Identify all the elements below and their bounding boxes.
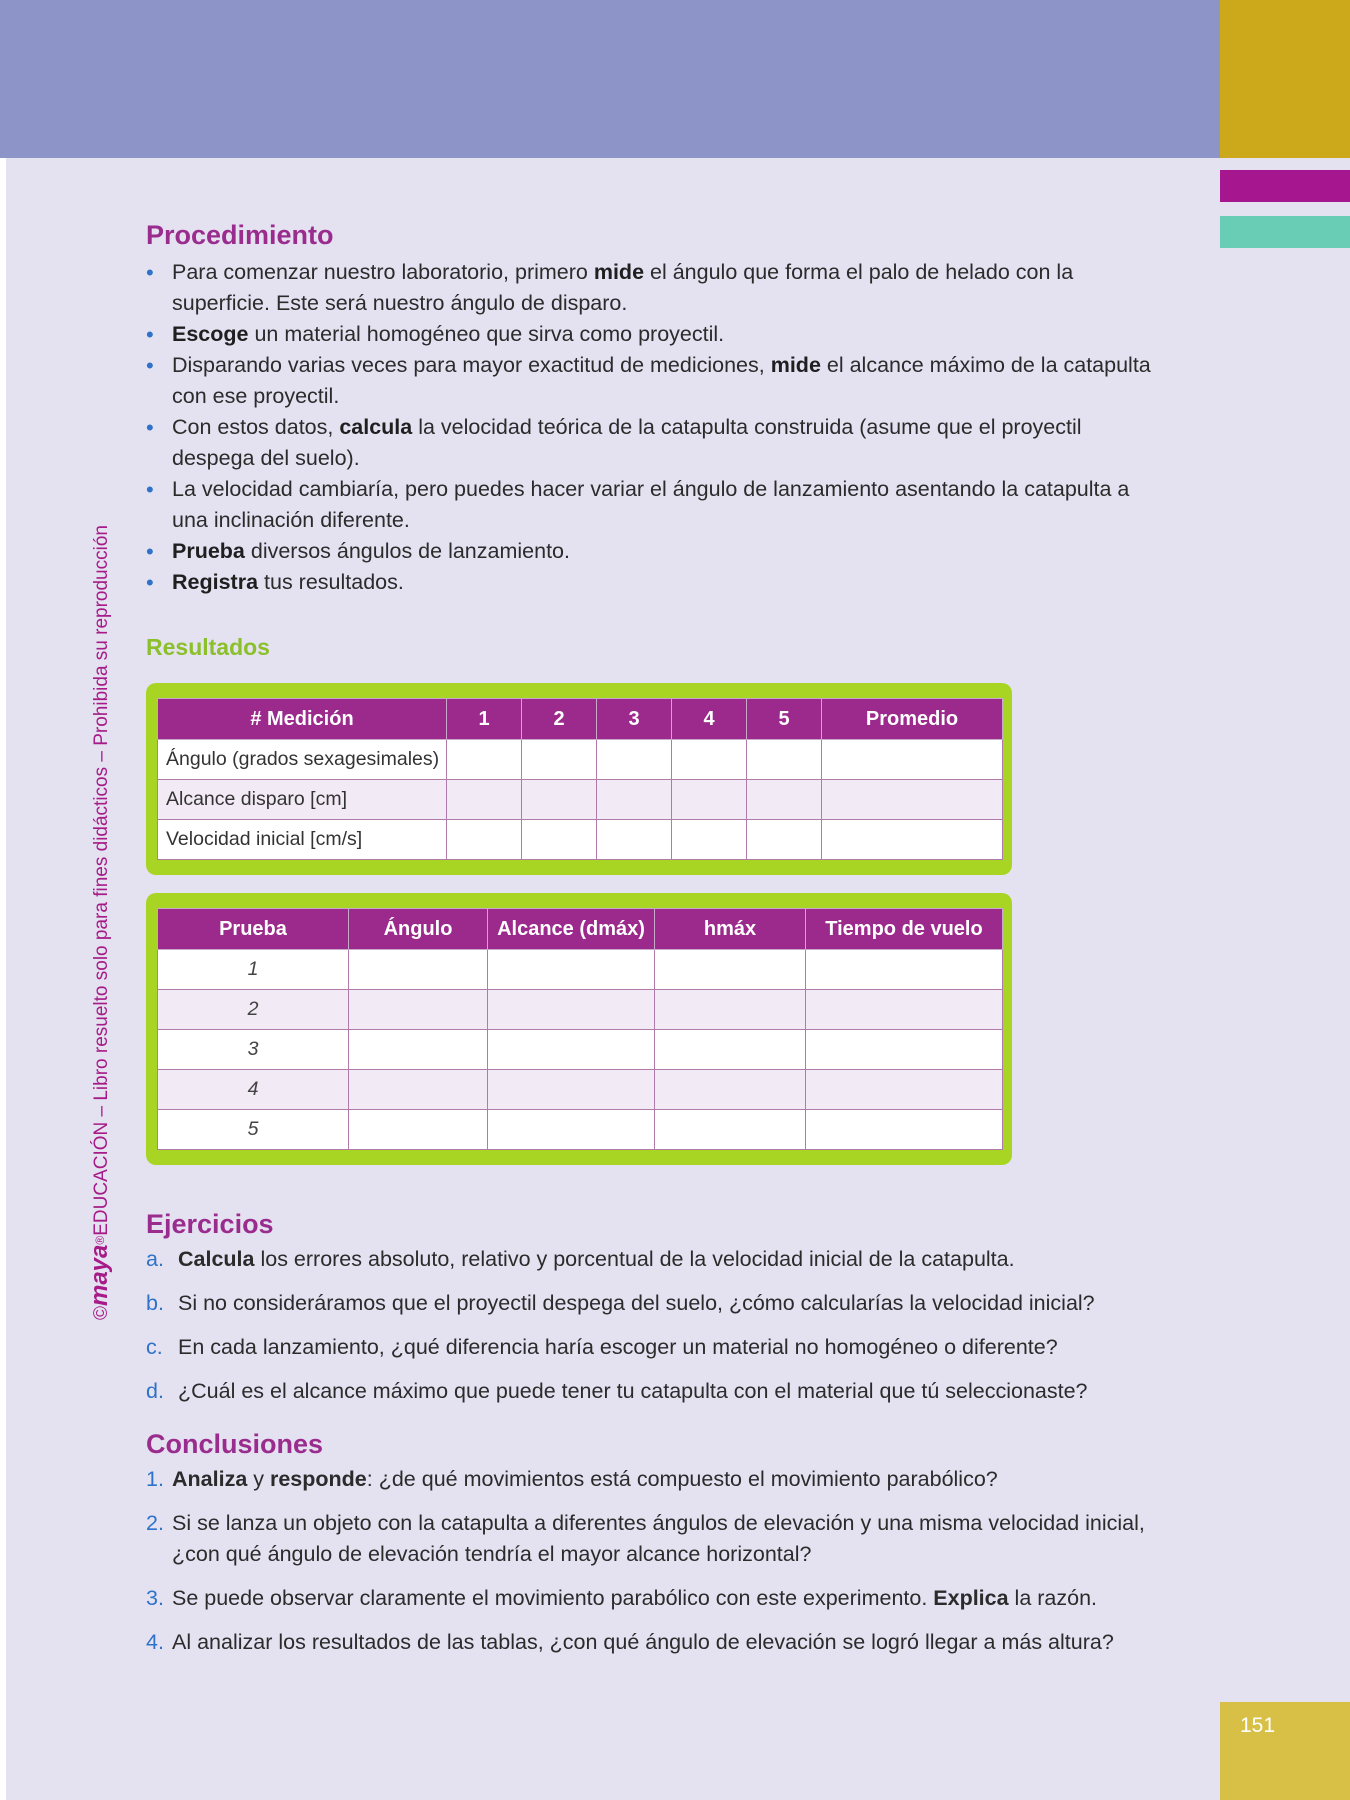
ejercicios-heading: Ejercicios	[146, 1209, 274, 1239]
table-row	[158, 1070, 1003, 1110]
table-cell[interactable]	[747, 740, 822, 780]
table-cell[interactable]	[672, 820, 747, 860]
table-row	[158, 820, 1003, 860]
table-row	[158, 950, 1003, 990]
list-marker: 3.	[146, 1586, 164, 1610]
column-header: 2	[522, 699, 597, 740]
list-item: • La velocidad cambiaría, pero puedes hacer variar el ángulo de lanzamiento asentando la catapulta a una inclinación diferente.	[146, 474, 1166, 536]
list-item: • Registra tus resultados.	[146, 567, 1166, 598]
table-row	[158, 740, 1003, 780]
column-header: hmáx	[655, 909, 806, 950]
column-header: # Medición	[158, 699, 447, 740]
list-item: • Para comenzar nuestro laboratorio, primero mide el ángulo que forma el palo de helado con la superficie. Este será nuestro ángulo de disparo.	[146, 257, 1166, 319]
column-header: Alcance (dmáx)	[488, 909, 655, 950]
page-edge	[0, 158, 6, 1800]
table-cell[interactable]	[822, 780, 1003, 820]
column-header: Tiempo de vuelo	[806, 909, 1003, 950]
resultados-heading: Resultados	[146, 634, 270, 660]
list-item: 3. Se puede observar claramente el movimiento parabólico con este experimento. Explica la razón.	[146, 1583, 1166, 1614]
list-item: 2. Si se lanza un objeto con la catapulta a diferentes ángulos de elevación y una misma velocidad inicial, ¿con qué ángulo de elevación tendría el mayor alcance horizontal?	[146, 1508, 1166, 1570]
conclusiones-heading: Conclusiones	[146, 1429, 324, 1459]
column-header: 1	[447, 699, 522, 740]
table-cell[interactable]	[747, 820, 822, 860]
list-marker: a.	[146, 1247, 164, 1271]
table-cell[interactable]	[655, 950, 806, 990]
table-cell[interactable]	[655, 1030, 806, 1070]
column-header: 5	[747, 699, 822, 740]
trials-table-frame	[146, 893, 1012, 1165]
table-cell[interactable]	[488, 1030, 655, 1070]
column-header: Prueba	[158, 909, 349, 950]
table-cell[interactable]	[349, 1030, 488, 1070]
row-label: Alcance disparo [cm]	[158, 780, 447, 820]
trial-number: 3	[158, 1030, 349, 1070]
table-cell[interactable]	[522, 740, 597, 780]
trial-number: 2	[158, 990, 349, 1030]
table-row	[158, 1110, 1003, 1150]
table-cell[interactable]	[522, 780, 597, 820]
table-cell[interactable]	[806, 950, 1003, 990]
section-tab-teal	[1220, 216, 1350, 248]
list-item: • Escoge un material homogéneo que sirva como proyectil.	[146, 319, 1166, 350]
table-row	[158, 1030, 1003, 1070]
row-label: Ángulo (grados sexagesimales)	[158, 740, 447, 780]
table-cell[interactable]	[488, 1070, 655, 1110]
table-cell[interactable]	[822, 740, 1003, 780]
table-cell[interactable]	[447, 780, 522, 820]
table-cell[interactable]	[447, 820, 522, 860]
table-cell[interactable]	[597, 740, 672, 780]
main-content	[146, 220, 1166, 1671]
list-marker: c.	[146, 1335, 163, 1359]
ejercicios-list	[146, 1244, 1166, 1407]
table-cell[interactable]	[349, 1070, 488, 1110]
table-cell[interactable]	[806, 1070, 1003, 1110]
table-cell[interactable]	[672, 780, 747, 820]
column-header: Ángulo	[349, 909, 488, 950]
copyright-banner: ©maya®EDUCACIÓN – Libro resuelto solo para fines didácticos – Prohibida su reproducción	[86, 525, 113, 1320]
header-band	[0, 0, 1220, 158]
trial-number: 1	[158, 950, 349, 990]
list-marker: 4.	[146, 1630, 164, 1654]
table-cell[interactable]	[349, 950, 488, 990]
table-cell[interactable]	[349, 1110, 488, 1150]
list-item: b. Si no consideráramos que el proyectil despega del suelo, ¿cómo calcularías la velocidad inicial?	[146, 1288, 1166, 1319]
table-row	[158, 780, 1003, 820]
column-header: 4	[672, 699, 747, 740]
procedimiento-heading: Procedimiento	[146, 220, 334, 250]
measurement-table-frame	[146, 683, 1012, 875]
table-cell[interactable]	[655, 1070, 806, 1110]
table-cell[interactable]	[522, 820, 597, 860]
table-cell[interactable]	[822, 820, 1003, 860]
table-cell[interactable]	[655, 1110, 806, 1150]
procedimiento-list	[146, 257, 1166, 598]
brand-logo-text: maya	[86, 1244, 113, 1306]
list-marker: b.	[146, 1291, 164, 1315]
list-item: d. ¿Cuál es el alcance máximo que puede tener tu catapulta con el material que tú seleccionaste?	[146, 1376, 1166, 1407]
table-cell[interactable]	[806, 990, 1003, 1030]
list-item: 4. Al analizar los resultados de las tablas, ¿con qué ángulo de elevación se logró llegar a más altura?	[146, 1627, 1166, 1658]
list-item: 1. Analiza y responde: ¿de qué movimientos está compuesto el movimiento parabólico?	[146, 1464, 1166, 1495]
table-cell[interactable]	[349, 990, 488, 1030]
table-cell[interactable]	[806, 1030, 1003, 1070]
table-cell[interactable]	[597, 820, 672, 860]
list-marker: 1.	[146, 1467, 164, 1491]
trial-number: 5	[158, 1110, 349, 1150]
list-item: • Disparando varias veces para mayor exactitud de mediciones, mide el alcance máximo de la catapulta con ese proyectil.	[146, 350, 1166, 412]
list-item: • Prueba diversos ángulos de lanzamiento.	[146, 536, 1166, 567]
table-cell[interactable]	[672, 740, 747, 780]
table-cell[interactable]	[806, 1110, 1003, 1150]
table-row	[158, 990, 1003, 1030]
measurement-table	[157, 698, 1003, 860]
table-cell[interactable]	[447, 740, 522, 780]
page-number-box	[1220, 1702, 1350, 1800]
column-header: 3	[597, 699, 672, 740]
list-item: • Con estos datos, calcula la velocidad teórica de la catapulta construida (asume que el proyectil despega del suelo).	[146, 412, 1166, 474]
table-cell[interactable]	[747, 780, 822, 820]
table-cell[interactable]	[655, 990, 806, 1030]
trial-number: 4	[158, 1070, 349, 1110]
trials-table	[157, 908, 1003, 1150]
table-cell[interactable]	[597, 780, 672, 820]
list-marker: 2.	[146, 1511, 164, 1535]
list-item: a. Calcula los errores absoluto, relativo y porcentual de la velocidad inicial de la catapulta.	[146, 1244, 1166, 1275]
table-cell[interactable]	[488, 990, 655, 1030]
table-cell[interactable]	[488, 950, 655, 990]
page-number: 151	[1240, 1714, 1276, 1737]
row-label: Velocidad inicial [cm/s]	[158, 820, 447, 860]
table-cell[interactable]	[488, 1110, 655, 1150]
list-marker: d.	[146, 1379, 164, 1403]
header-corner-block	[1220, 0, 1350, 158]
list-item: c. En cada lanzamiento, ¿qué diferencia haría escoger un material no homogéneo o diferente?	[146, 1332, 1166, 1363]
section-tab-magenta	[1220, 170, 1350, 202]
conclusiones-list	[146, 1464, 1166, 1658]
column-header: Promedio	[822, 699, 1003, 740]
